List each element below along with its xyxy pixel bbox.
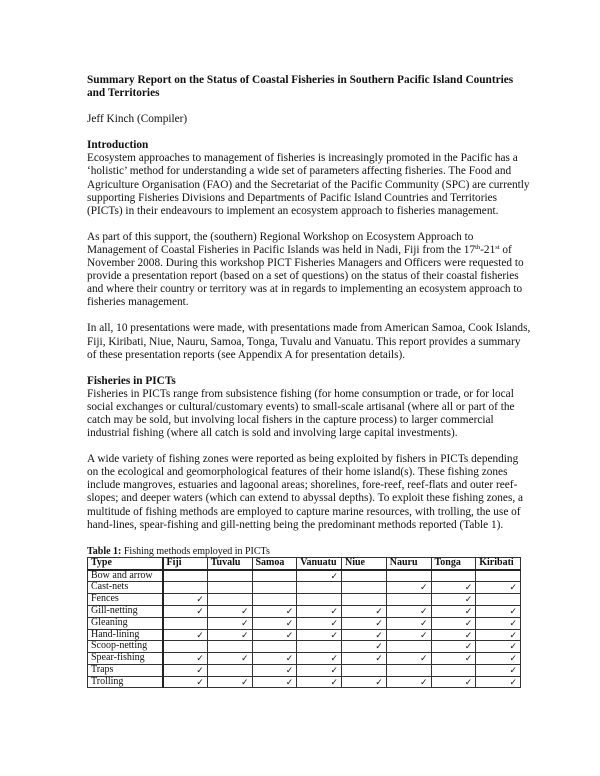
empty-cell bbox=[431, 570, 476, 582]
method-type-cell: Scoop-netting bbox=[88, 641, 163, 653]
check-mark-icon-cell: ✓ bbox=[342, 617, 387, 629]
table-row bbox=[88, 582, 521, 594]
check-mark-icon-cell: ✓ bbox=[431, 617, 476, 629]
check-mark-icon-cell: ✓ bbox=[476, 605, 521, 617]
table-row bbox=[88, 617, 521, 629]
column-header-nauru: Nauru bbox=[386, 557, 431, 569]
check-mark-icon-cell: ✓ bbox=[431, 594, 476, 606]
empty-cell bbox=[342, 582, 387, 594]
column-header-type: Type bbox=[88, 557, 163, 569]
empty-cell bbox=[163, 582, 208, 594]
empty-cell bbox=[207, 594, 252, 606]
check-mark-icon-cell: ✓ bbox=[252, 605, 297, 617]
check-mark-icon-cell: ✓ bbox=[297, 570, 342, 582]
check-mark-icon-cell: ✓ bbox=[207, 653, 252, 665]
check-mark-icon-cell: ✓ bbox=[476, 641, 521, 653]
superscript: th bbox=[475, 243, 481, 251]
empty-cell bbox=[386, 570, 431, 582]
check-mark-icon-cell: ✓ bbox=[386, 629, 431, 641]
document-title: Summary Report on the Status of Coastal Fisheries in Southern Pacific Island Countries and Territories bbox=[87, 74, 514, 100]
check-mark-icon-cell: ✓ bbox=[431, 605, 476, 617]
check-mark-icon-cell: ✓ bbox=[207, 629, 252, 641]
check-mark-icon-cell: ✓ bbox=[297, 664, 342, 676]
table-row bbox=[88, 605, 521, 617]
method-type-cell: Bow and arrow bbox=[88, 570, 163, 582]
check-mark-icon-cell: ✓ bbox=[342, 629, 387, 641]
method-type-cell: Traps bbox=[88, 664, 163, 676]
paragraph: Ecosystem approaches to management of fisheries is increasingly promoted in the Pacific has a ‘holistic’ method for understanding a wide set of parameters affecting fisheries. The Food and Agriculture Organisation (FAO) and the Secretariat of the Pacific Community (SPC) are currently supporting Fisheries Divisions and Departments of Pacific Island Countries and Territories (PICTs) in their endeavours to implement an ecosystem approach to fisheries management. bbox=[87, 152, 530, 217]
empty-cell bbox=[163, 570, 208, 582]
table-caption-label: Table 1: bbox=[87, 545, 122, 557]
method-type-cell: Cast-nets bbox=[88, 582, 163, 594]
check-mark-icon-cell: ✓ bbox=[386, 653, 431, 665]
empty-cell bbox=[207, 664, 252, 676]
empty-cell bbox=[476, 594, 521, 606]
column-header-vanuatu: Vanuatu bbox=[297, 557, 342, 569]
table-body bbox=[88, 570, 521, 688]
empty-cell bbox=[386, 594, 431, 606]
fishing-methods-table bbox=[87, 557, 521, 689]
paragraph: A wide variety of fishing zones were reported as being exploited by fishers in PICTs depending on the ecological and geomorphological features of their home island(s). These fishing zones include mangroves, estuaries and lagoonal areas; shorelines, fore-reef, reef-flats and outer reef-slopes; and deeper waters (which can extend to abyssal depths). To exploit these fishing zones, a multitude of fishing methods are employed to capture marine resources, with trolling, the use of hand-lines, spear-fishing and gill-netting being the predominant methods reported (Table 1). bbox=[87, 453, 524, 531]
empty-cell bbox=[342, 594, 387, 606]
method-type-cell: Spear-fishing bbox=[88, 653, 163, 665]
check-mark-icon-cell: ✓ bbox=[431, 653, 476, 665]
paragraph-text: As part of this support, the (southern) Regional Workshop on Ecosystem Approach to Management of Coastal Fisheries in Pacific Islands was held in Nadi, Fiji from the 17 bbox=[87, 230, 476, 256]
check-mark-icon-cell: ✓ bbox=[386, 617, 431, 629]
author-line: Jeff Kinch (Compiler) bbox=[87, 113, 188, 126]
paragraph-text: -21 bbox=[480, 243, 496, 256]
check-mark-icon-cell: ✓ bbox=[207, 676, 252, 688]
table-row bbox=[88, 629, 521, 641]
check-mark-icon-cell: ✓ bbox=[476, 653, 521, 665]
empty-cell bbox=[386, 664, 431, 676]
empty-cell bbox=[297, 594, 342, 606]
check-mark-icon-cell: ✓ bbox=[431, 676, 476, 688]
empty-cell bbox=[252, 594, 297, 606]
check-mark-icon-cell: ✓ bbox=[163, 676, 208, 688]
empty-cell bbox=[163, 617, 208, 629]
check-mark-icon-cell: ✓ bbox=[252, 617, 297, 629]
check-mark-icon-cell: ✓ bbox=[476, 664, 521, 676]
method-type-cell: Gill-netting bbox=[88, 605, 163, 617]
check-mark-icon-cell: ✓ bbox=[297, 653, 342, 665]
check-mark-icon-cell: ✓ bbox=[297, 617, 342, 629]
column-header-kiribati: Kiribati bbox=[476, 557, 521, 569]
empty-cell bbox=[342, 570, 387, 582]
check-mark-icon-cell: ✓ bbox=[476, 629, 521, 641]
empty-cell bbox=[207, 582, 252, 594]
check-mark-icon-cell: ✓ bbox=[476, 617, 521, 629]
empty-cell bbox=[342, 664, 387, 676]
empty-cell bbox=[297, 582, 342, 594]
check-mark-icon-cell: ✓ bbox=[431, 582, 476, 594]
check-mark-icon-cell: ✓ bbox=[476, 582, 521, 594]
empty-cell bbox=[431, 664, 476, 676]
check-mark-icon-cell: ✓ bbox=[207, 605, 252, 617]
column-header-fiji: Fiji bbox=[163, 557, 208, 569]
empty-cell bbox=[252, 641, 297, 653]
table-row bbox=[88, 664, 521, 676]
check-mark-icon-cell: ✓ bbox=[252, 629, 297, 641]
paragraph: Fisheries in PICTs range from subsistence fishing (for home consumption or trade, or for local social exchanges or cultural/customary events) to small-scale artisanal (where all or part of the catch may be sold, but involving local fishers in the capture process) to larger commercial industrial fishing (where all catch is sold and involving large capital investments). bbox=[87, 387, 515, 440]
table-caption-text: Fishing methods employed in PICTs bbox=[121, 545, 270, 557]
check-mark-icon-cell: ✓ bbox=[342, 641, 387, 653]
table-row bbox=[88, 594, 521, 606]
paragraph-text: of November 2008. During this workshop PICT Fisheries Managers and Officers were requested to provide a presentation report (based on a set of questions) on the status of their coastal fisheries and where their country or territory was at in regards to implementing an ecosystem approach to fisheries management. bbox=[87, 243, 524, 309]
check-mark-icon-cell: ✓ bbox=[163, 605, 208, 617]
paragraph bbox=[87, 231, 532, 310]
paragraph: In all, 10 presentations were made, with presentations made from American Samoa, Cook Islands, Fiji, Kiribati, Niue, Nauru, Samoa, Tonga, Tuvalu and Vanuatu. This report provides a summary of these presentation reports (see Appendix A for presentation details). bbox=[87, 322, 531, 361]
table-caption bbox=[87, 546, 532, 557]
empty-cell bbox=[252, 570, 297, 582]
column-header-samoa: Samoa bbox=[252, 557, 297, 569]
table-row bbox=[88, 641, 521, 653]
check-mark-icon-cell: ✓ bbox=[297, 605, 342, 617]
check-mark-icon-cell: ✓ bbox=[163, 653, 208, 665]
check-mark-icon-cell: ✓ bbox=[342, 653, 387, 665]
check-mark-icon-cell: ✓ bbox=[297, 676, 342, 688]
check-mark-icon-cell: ✓ bbox=[207, 617, 252, 629]
check-mark-icon-cell: ✓ bbox=[386, 605, 431, 617]
empty-cell bbox=[207, 641, 252, 653]
section-heading-introduction: Introduction bbox=[87, 139, 149, 152]
method-type-cell: Hand-lining bbox=[88, 629, 163, 641]
check-mark-icon-cell: ✓ bbox=[252, 676, 297, 688]
check-mark-icon-cell: ✓ bbox=[342, 605, 387, 617]
check-mark-icon-cell: ✓ bbox=[252, 653, 297, 665]
table-row bbox=[88, 676, 521, 688]
empty-cell bbox=[386, 641, 431, 653]
empty-cell bbox=[297, 641, 342, 653]
check-mark-icon-cell: ✓ bbox=[431, 629, 476, 641]
column-header-tonga: Tonga bbox=[431, 557, 476, 569]
check-mark-icon-cell: ✓ bbox=[252, 664, 297, 676]
empty-cell bbox=[163, 641, 208, 653]
empty-cell bbox=[252, 582, 297, 594]
section-heading-fisheries: Fisheries in PICTs bbox=[87, 374, 176, 387]
empty-cell bbox=[476, 570, 521, 582]
superscript: st bbox=[495, 243, 500, 251]
check-mark-icon-cell: ✓ bbox=[386, 582, 431, 594]
check-mark-icon-cell: ✓ bbox=[431, 641, 476, 653]
empty-cell bbox=[207, 570, 252, 582]
method-type-cell: Gleaning bbox=[88, 617, 163, 629]
method-type-cell: Trolling bbox=[88, 676, 163, 688]
check-mark-icon-cell: ✓ bbox=[342, 676, 387, 688]
document-page bbox=[87, 74, 532, 688]
check-mark-icon-cell: ✓ bbox=[386, 676, 431, 688]
table-header-row bbox=[88, 557, 521, 569]
check-mark-icon-cell: ✓ bbox=[163, 664, 208, 676]
check-mark-icon-cell: ✓ bbox=[163, 629, 208, 641]
check-mark-icon-cell: ✓ bbox=[297, 629, 342, 641]
check-mark-icon-cell: ✓ bbox=[476, 676, 521, 688]
column-header-niue: Niue bbox=[342, 557, 387, 569]
table-row bbox=[88, 653, 521, 665]
table-row bbox=[88, 570, 521, 582]
column-header-tuvalu: Tuvalu bbox=[207, 557, 252, 569]
check-mark-icon-cell: ✓ bbox=[163, 594, 208, 606]
method-type-cell: Fences bbox=[88, 594, 163, 606]
